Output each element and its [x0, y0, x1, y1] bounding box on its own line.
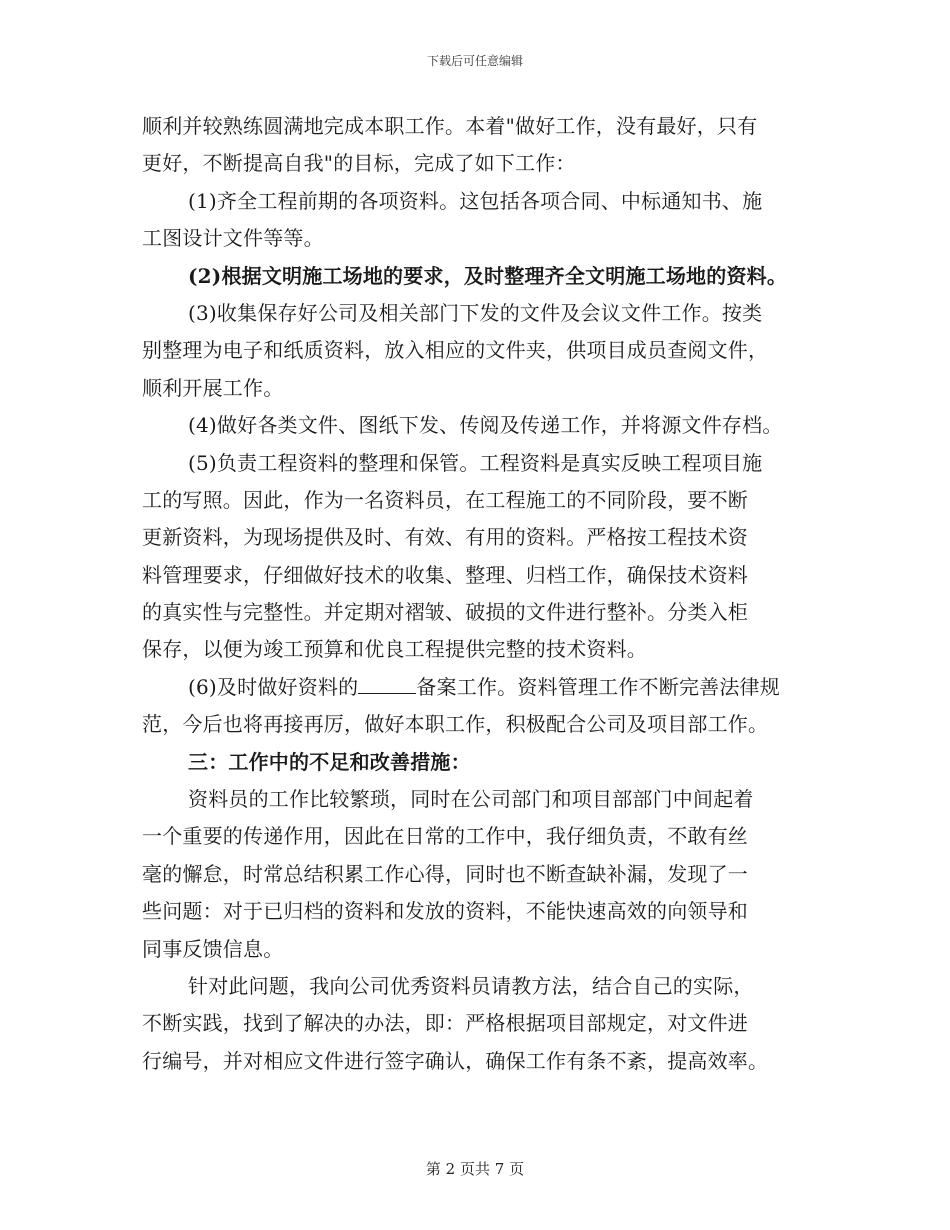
list-item-5-line: 更新资料，为现场提供及时、有效、有用的资料。严格按工程技术资 — [142, 525, 748, 550]
list-item-6-text-b: 备案工作。资料管理工作不断完善法律规 — [416, 674, 780, 699]
list-item-3-line: 顺利开展工作。 — [142, 375, 284, 400]
fill-in-blank — [358, 675, 416, 694]
document-body — [142, 112, 822, 1084]
paragraph-line: 毫的懈怠，时常总结积累工作心得，同时也不断查缺补漏，发现了一 — [142, 861, 748, 886]
list-item-5-line: 料管理要求，仔细做好技术的收集、整理、归档工作，确保技术资料 — [142, 562, 748, 587]
paragraph-line: 行编号，并对相应文件进行签字确认，确保工作有条不紊，提高效率。 — [142, 1048, 769, 1073]
paragraph-line: 同事反馈信息。 — [142, 936, 284, 961]
paragraph-line: 针对此问题，我向公司优秀资料员请教方法，结合自己的实际， — [188, 973, 754, 998]
list-item-2-bold: (2)根据文明施工场地的要求，及时整理齐全文明施工场地的资料。 — [188, 263, 788, 288]
list-item-6-line: 范，今后也将再接再厉，做好本职工作，积极配合公司及项目部工作。 — [142, 712, 769, 737]
paragraph-line: 资料员的工作比较繁琐，同时在公司部门和项目部部门中间起着 — [188, 787, 754, 812]
list-item-6-line — [142, 673, 822, 710]
paragraph-line: 不断实践，找到了解决的办法，即：严格根据项目部规定，对文件进 — [142, 1011, 748, 1036]
paragraph-line: 顺利并较熟练圆满地完成本职工作。本着"做好工作，没有最好，只有 — [142, 114, 758, 138]
list-item-5-line: 工的写照。因此，作为一名资料员，在工程施工的不同阶段，要不断 — [142, 487, 748, 512]
paragraph-line: 一个重要的传递作用，因此在日常的工作中，我仔细负责，不敢有丝 — [142, 824, 748, 849]
list-item-6-text-a: (6)及时做好资料的 — [188, 674, 359, 699]
list-item-1-line: (1)齐全工程前期的各项资料。这包括各项合同、中标通知书、施 — [188, 188, 763, 213]
list-item-1-line: 工图设计文件等等。 — [142, 226, 324, 251]
list-item-4-line: (4)做好各类文件、图纸下发、传阅及传递工作，并将源文件存档。 — [188, 413, 783, 438]
page-number: 第 2 页共 7 页 — [425, 1160, 525, 1178]
list-item-3-line: (3)收集保存好公司及相关部门下发的文件及会议文件工作。按类 — [188, 300, 763, 325]
list-item-5-line: 的真实性与完整性。并定期对褶皱、破损的文件进行整补。分类入柜 — [142, 600, 748, 625]
paragraph-line: 些问题：对于已归档的资料和发放的资料，不能快速高效的向领导和 — [142, 899, 748, 924]
list-item-5-line: (5)负责工程资料的整理和保管。工程资料是真实反映工程项目施 — [188, 450, 763, 475]
list-item-5-line: 保存，以便为竣工预算和优良工程提供完整的技术资料。 — [142, 637, 647, 662]
paragraph-line: 更好，不断提高自我"的目标，完成了如下工作： — [142, 151, 576, 176]
section-heading: 三：工作中的不足和改善措施： — [188, 749, 471, 774]
list-item-3-line: 别整理为电子和纸质资料，放入相应的文件夹，供项目成员查阅文件， — [142, 338, 769, 363]
header-note: 下载后可任意编辑 — [426, 54, 523, 68]
